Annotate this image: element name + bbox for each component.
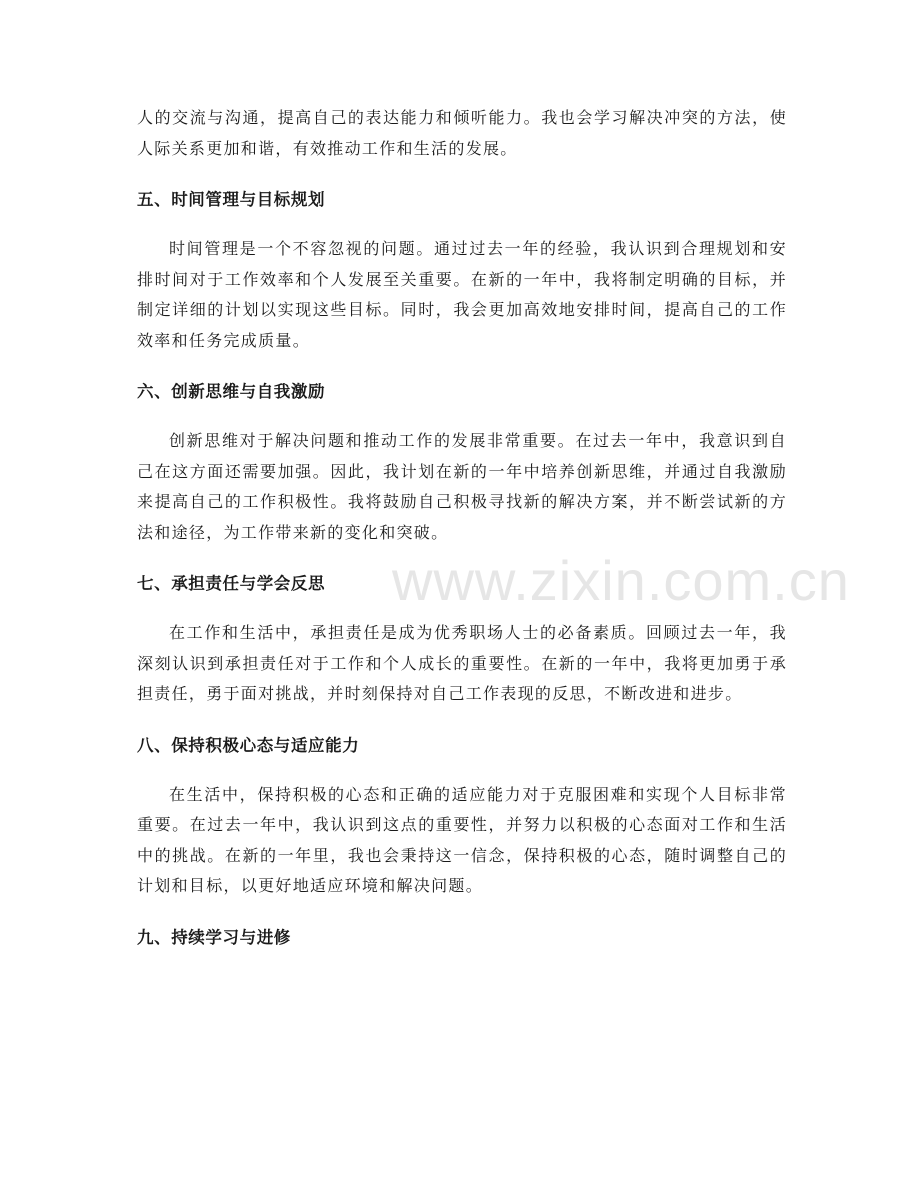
section-body-7: 在工作和生活中，承担责任是成为优秀职场人士的必备素质。回顾过去一年，我深刻认识到承担责任对于工作和个人成长的重要性。在新的一年中，我将更加勇于承担责任，勇于面对挑战，并时刻保持对自己工作表现的反思，不断改进和进步。 — [137, 623, 787, 703]
section-heading-5: 五、时间管理与目标规划 — [137, 190, 326, 209]
watermark: www.zixin.com.cn — [392, 549, 850, 612]
section-heading-9: 九、持续学习与进修 — [137, 927, 291, 947]
section-body-6: 创新思维对于解决问题和推动工作的发展非常重要。在过去一年中，我意识到自己在这方面还需要加强。因此，我计划在新的一年中培养创新思维，并通过自我激励来提高自己的工作积极性。我将鼓励自己积极寻找新的解决方案，并不断尝试新的方法和途径，为工作带来新的变化和突破。 — [137, 431, 787, 542]
section-heading-6: 六、创新思维与自我激励 — [137, 382, 326, 401]
section-heading-8: 八、保持积极心态与适应能力 — [137, 735, 360, 755]
intro-paragraph: 人的交流与沟通，提高自己的表达能力和倾听能力。我也会学习解决冲突的方法，使人际关系更加和谐，有效推动工作和生活的发展。 — [137, 108, 787, 158]
section-body-5: 时间管理是一个不容忽视的问题。通过过去一年的经验，我认识到合理规划和安排时间对于工作效率和个人发展至关重要。在新的一年中，我将制定明确的目标，并制定详细的计划以实现这些目标。同时，我会更加高效地安排时间，提高自己的工作效率和任务完成质量。 — [137, 239, 787, 350]
section-body-8: 在生活中，保持积极的心态和正确的适应能力对于克服困难和实现个人目标非常重要。在过去一年中，我认识到这点的重要性，并努力以积极的心态面对工作和生活中的挑战。在新的一年里，我也会秉持这一信念，保持积极的心态，随时调整自己的计划和目标，以更好地适应环境和解决问题。 — [137, 784, 787, 895]
document-body — [137, 103, 787, 950]
section-heading-7: 七、承担责任与学会反思 — [137, 574, 326, 593]
